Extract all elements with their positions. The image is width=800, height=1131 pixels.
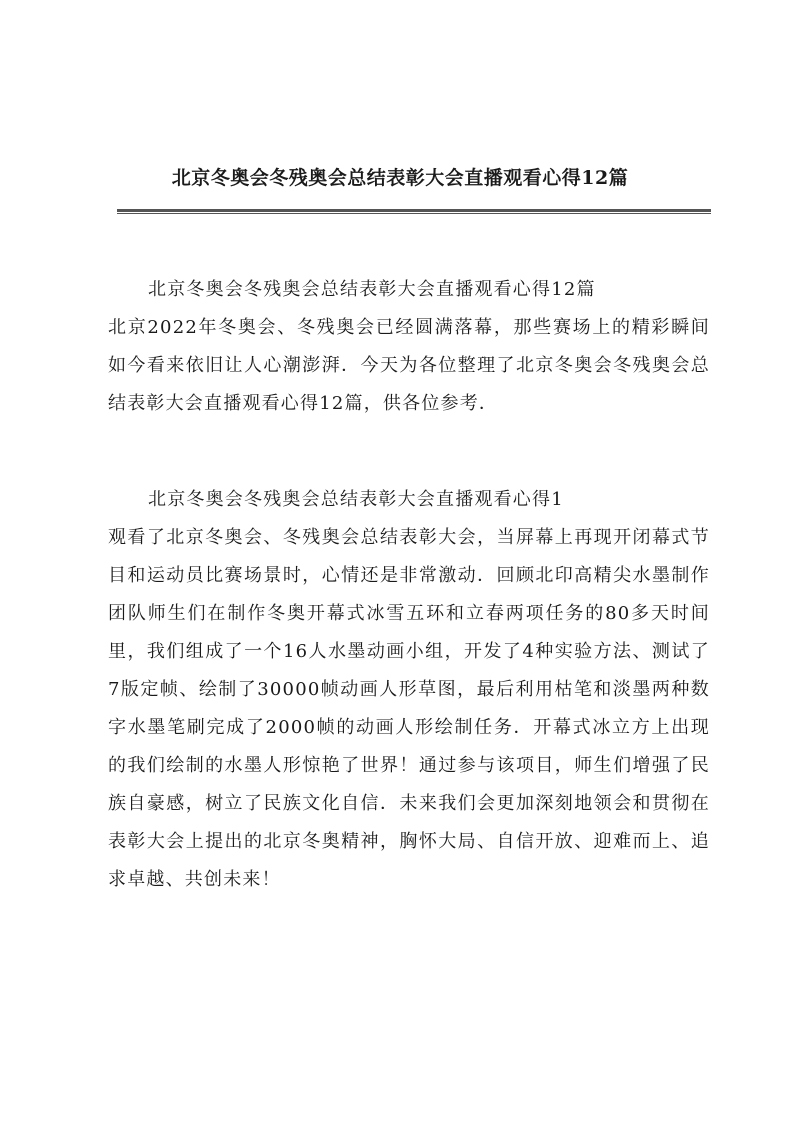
article-1-section	[108, 481, 710, 899]
intro-section	[108, 271, 710, 423]
document-title: 北京冬奥会冬残奥会总结表彰大会直播观看心得12篇	[171, 167, 629, 189]
intro-paragraph: 北京2022年冬奥会、冬残奥会已经圆满落幕，那些赛场上的精彩瞬间如今看来依旧让人心潮澎湃．今天为各位整理了北京冬奥会冬残奥会总结表彰大会直播观看心得12篇，供各位参考．	[108, 317, 710, 414]
title-divider	[117, 209, 711, 214]
intro-heading: 北京冬奥会冬残奥会总结表彰大会直播观看心得12篇	[148, 279, 596, 300]
article-1-heading: 北京冬奥会冬残奥会总结表彰大会直播观看心得1	[148, 489, 564, 510]
article-1-paragraph: 观看了北京冬奥会、冬残奥会总结表彰大会，当屏幕上再现开闭幕式节目和运动员比赛场景时，心情还是非常激动．回顾北印高精尖水墨制作团队师生们在制作冬奥开幕式冰雪五环和立春两项任务的80多天时间里，我们组成了一个16人水墨动画小组，开发了4种实验方法、测试了7版定帧、绘制了30000帧动画人形草图，最后利用枯笔和淡墨两种数字水墨笔刷完成了2000帧的动画人形绘制任务．开幕式冰立方上出现的我们绘制的水墨人形惊艳了世界！通过参与该项目，师生们增强了民族自豪感，树立了民族文化自信．未来我们会更加深刻地领会和贯彻在表彰大会上提出的北京冬奥精神，胸怀大局、自信开放、迎难而上、追求卓越、共创未来！	[108, 527, 710, 890]
